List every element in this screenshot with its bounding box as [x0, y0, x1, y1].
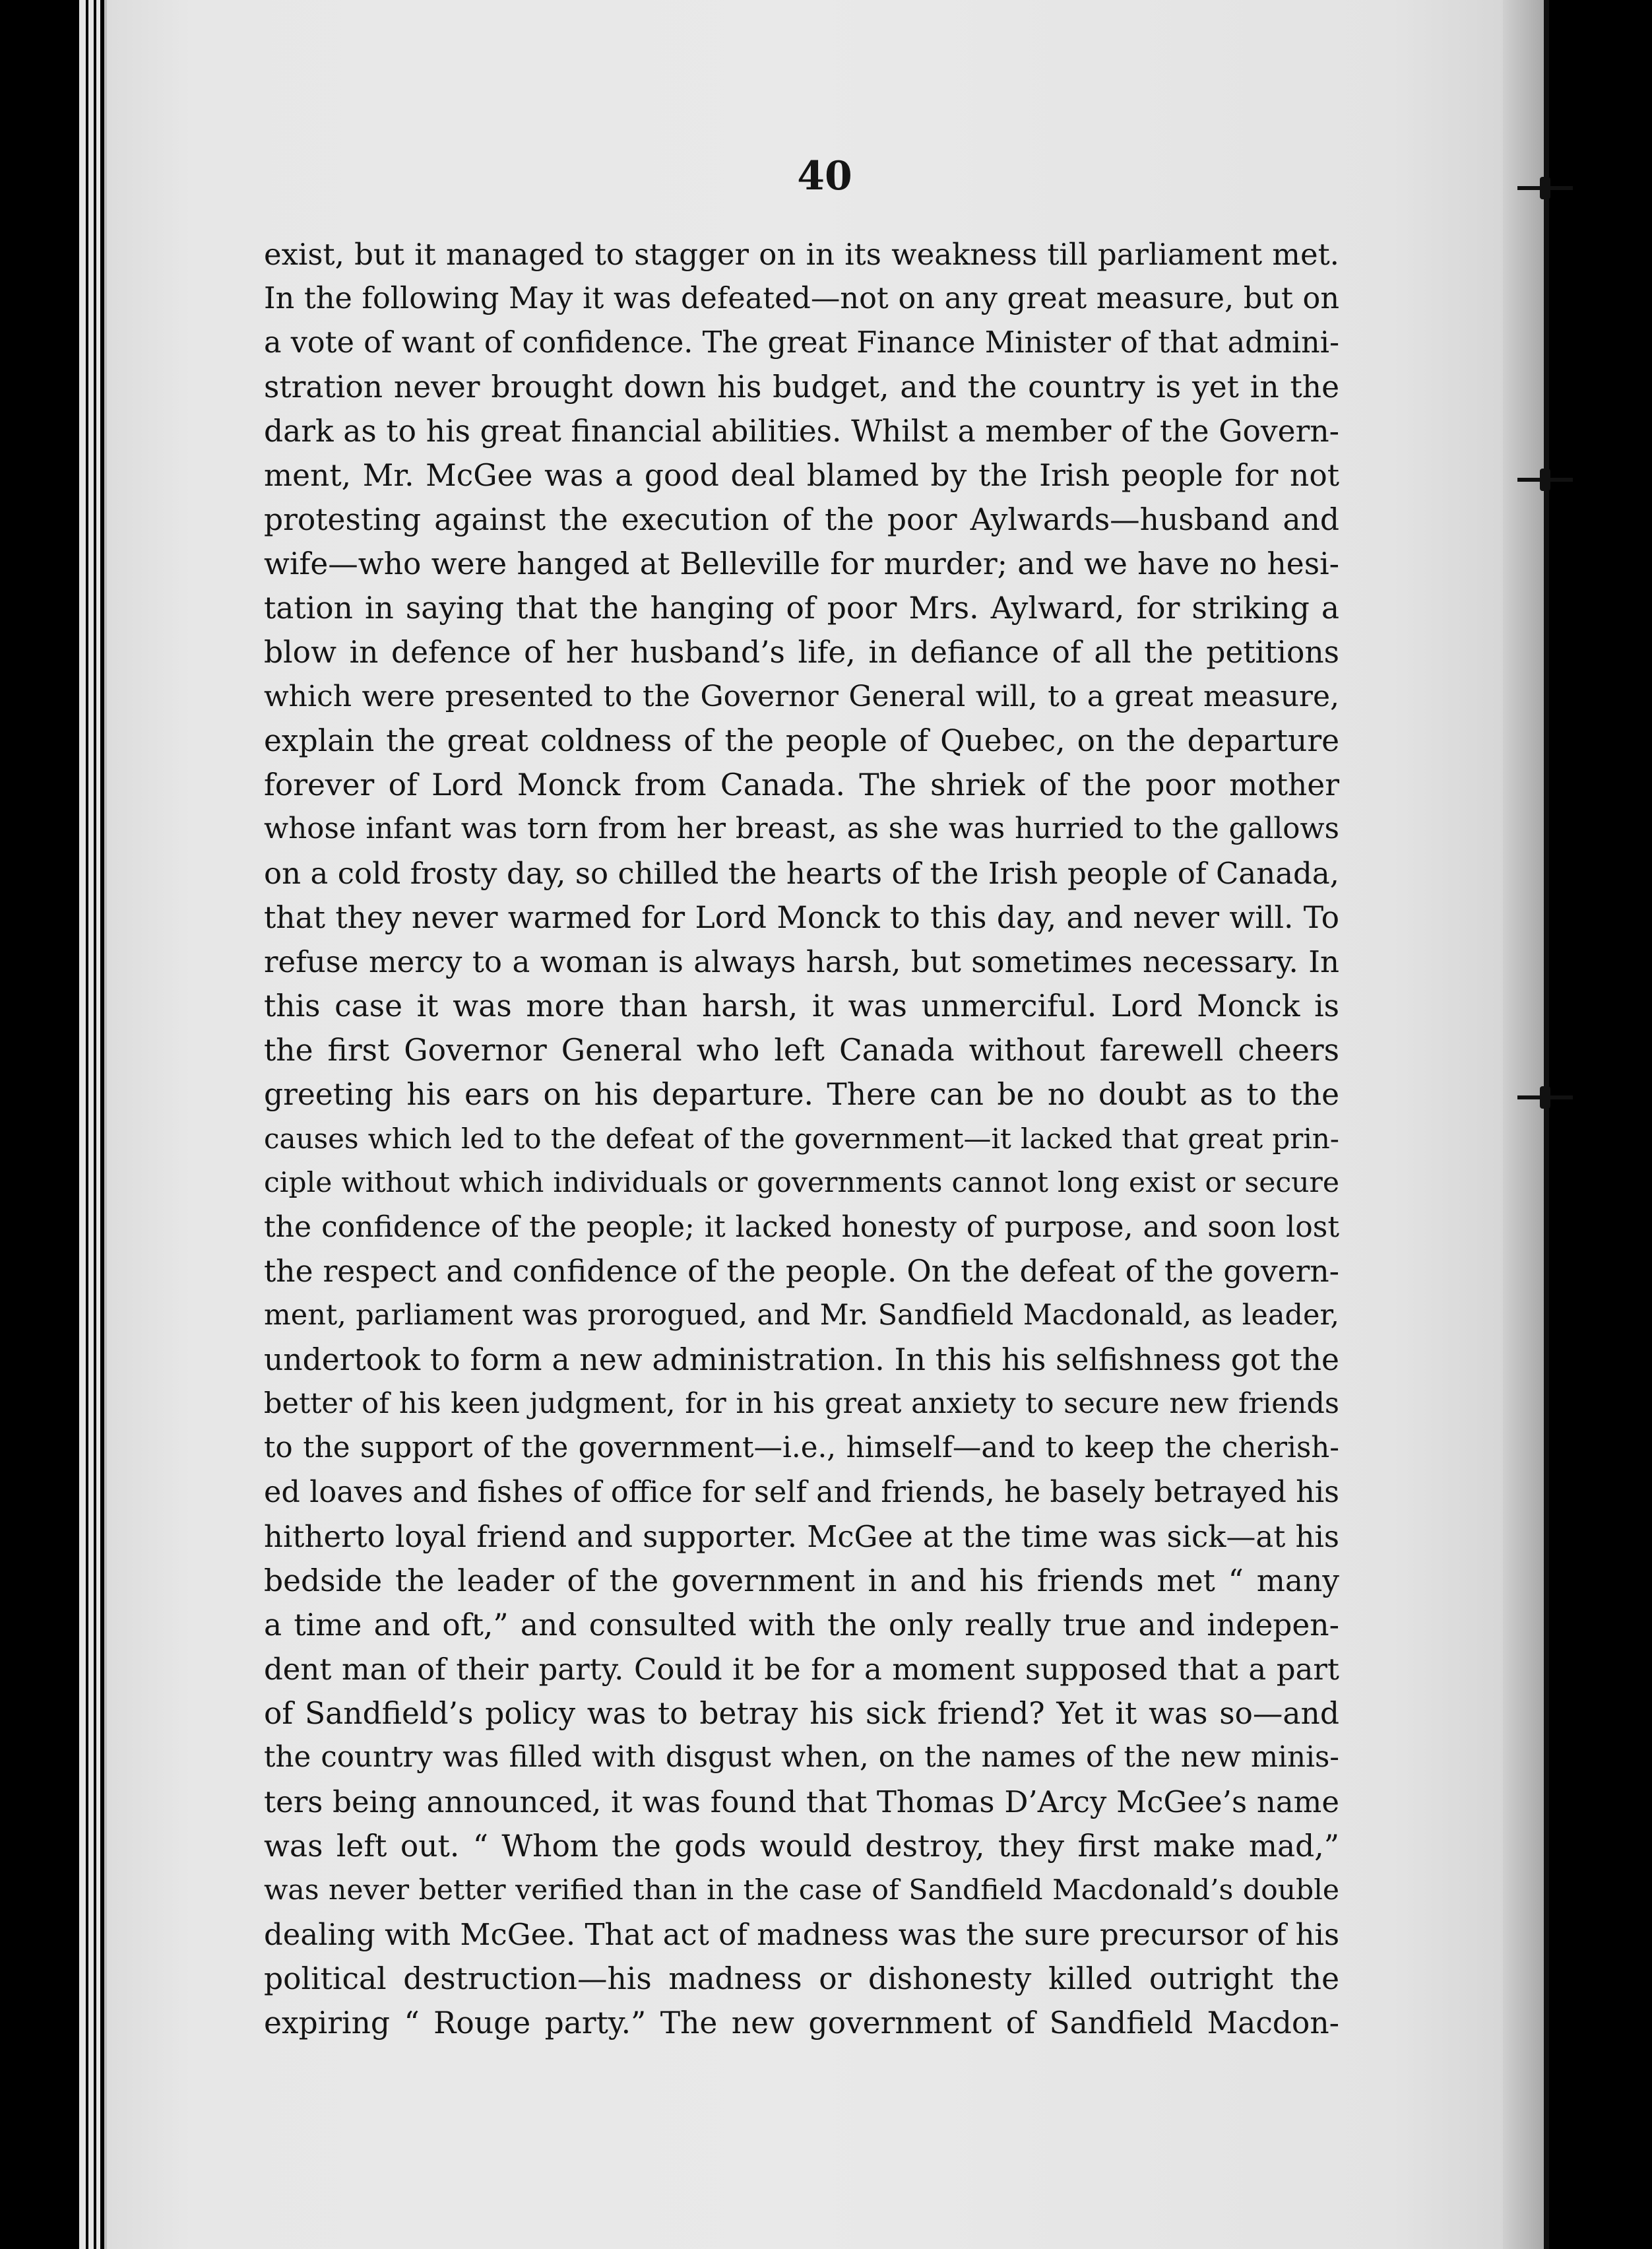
binding-spine: [1544, 0, 1549, 2249]
text-line: ment, Mr. McGee was a good deal blamed by the Irish people for not: [264, 458, 1339, 493]
text-line: expiring “ Rouge party.” The new government of Sandfield Macdon-: [264, 2005, 1339, 2040]
text-line: that they never warmed for Lord Monck to this day, and never will. To: [264, 900, 1339, 935]
text-line: to the support of the government—i.e., himself—and to keep the cherish-: [264, 1431, 1339, 1464]
text-line: stration never brought down his budget, and the country is yet in the: [264, 370, 1339, 405]
body-text: [264, 232, 1339, 2045]
text-line: this case it was more than harsh, it was unmerciful. Lord Monck is: [264, 989, 1339, 1024]
text-line: which were presented to the Governor General will, to a great measure,: [264, 680, 1339, 713]
text-line: was never better verified than in the case of Sandfield Macdonald’s double: [264, 1874, 1339, 1907]
text-line: the respect and confidence of the people. On the defeat of the govern-: [264, 1254, 1339, 1289]
text-line: dark as to his great financial abilities. Whilst a member of the Govern-: [264, 414, 1339, 449]
text-line: hitherto loyal friend and supporter. McGee at the time was sick—at his: [264, 1519, 1339, 1554]
text-line: better of his keen judgment, for in his great anxiety to secure new friends: [264, 1387, 1339, 1420]
text-line: a vote of want of confidence. The great Finance Minister of that admini-: [264, 326, 1339, 360]
stitch-mark: [1517, 1095, 1573, 1099]
text-line: of Sandfield’s policy was to betray his sick friend? Yet it was so—and: [264, 1696, 1339, 1731]
text-line: dent man of their party. Could it be for a moment supposed that a part: [264, 1652, 1339, 1687]
text-line: a time and oft,” and consulted with the only really true and indepen-: [264, 1608, 1339, 1643]
text-line: ment, parliament was prorogued, and Mr. Sandfield Macdonald, as leader,: [264, 1299, 1339, 1332]
text-line: wife—who were hanged at Belleville for murder; and we have no hesi-: [264, 546, 1339, 581]
text-line: tation in saying that the hanging of poor Mrs. Aylward, for striking a: [264, 591, 1339, 626]
text-line: on a cold frosty day, so chilled the hearts of the Irish people of Canada,: [264, 856, 1339, 891]
scan-border: [1549, 0, 1652, 2249]
page-number: 40: [797, 153, 852, 199]
text-line: the confidence of the people; it lacked honesty of purpose, and soon lost: [264, 1210, 1339, 1244]
text-line: In the following May it was defeated—not on any great measure, but on: [264, 282, 1339, 315]
text-line: refuse mercy to a woman is always harsh, but sometimes necessary. In: [264, 944, 1339, 979]
page-edge: [79, 0, 86, 2249]
text-line: causes which led to the defeat of the government—it lacked that great prin-: [264, 1123, 1339, 1155]
text-line: exist, but it managed to stagger on in its weakness till parliament met.: [264, 237, 1339, 272]
text-line: was left out. “ Whom the gods would destroy, they first make mad,”: [264, 1829, 1339, 1864]
binding-shadow: [1503, 0, 1544, 2249]
text-line: dealing with McGee. That act of madness was the sure precursor of his: [264, 1917, 1340, 1952]
stitch-mark: [1517, 478, 1573, 482]
text-line: the first Governor General who left Canada without farewell cheers: [264, 1033, 1339, 1068]
text-line: blow in defence of her husband’s life, in defiance of all the petitions: [264, 635, 1339, 670]
text-line: forever of Lord Monck from Canada. The shriek of the poor mother: [264, 767, 1339, 802]
text-line: ed loaves and fishes of office for self and friends, he basely betrayed his: [264, 1476, 1339, 1509]
page-edge: [88, 0, 94, 2249]
text-line: greeting his ears on his departure. There can be no doubt as to the: [264, 1077, 1339, 1112]
page-edge: [96, 0, 100, 2249]
text-line: protesting against the execution of the poor Aylwards—husband and: [264, 502, 1339, 537]
text-line: explain the great coldness of the people of Quebec, on the departure: [264, 723, 1339, 758]
text-line: ciple without which individuals or governments cannot long exist or secure: [264, 1167, 1339, 1199]
text-line: bedside the leader of the government in and his friends met “ many: [264, 1563, 1339, 1598]
text-line: ters being announced, it was found that Thomas D’Arcy McGee’s name: [264, 1784, 1339, 1819]
text-line: the country was filled with disgust when, on the names of the new minis-: [264, 1741, 1339, 1774]
text-line: whose infant was torn from her breast, as she was hurried to the gallows: [264, 812, 1339, 845]
text-line: undertook to form a new administration. In this his selfishness got the: [264, 1342, 1339, 1377]
text-line: political destruction—his madness or dishonesty killed outright the: [264, 1961, 1339, 1996]
